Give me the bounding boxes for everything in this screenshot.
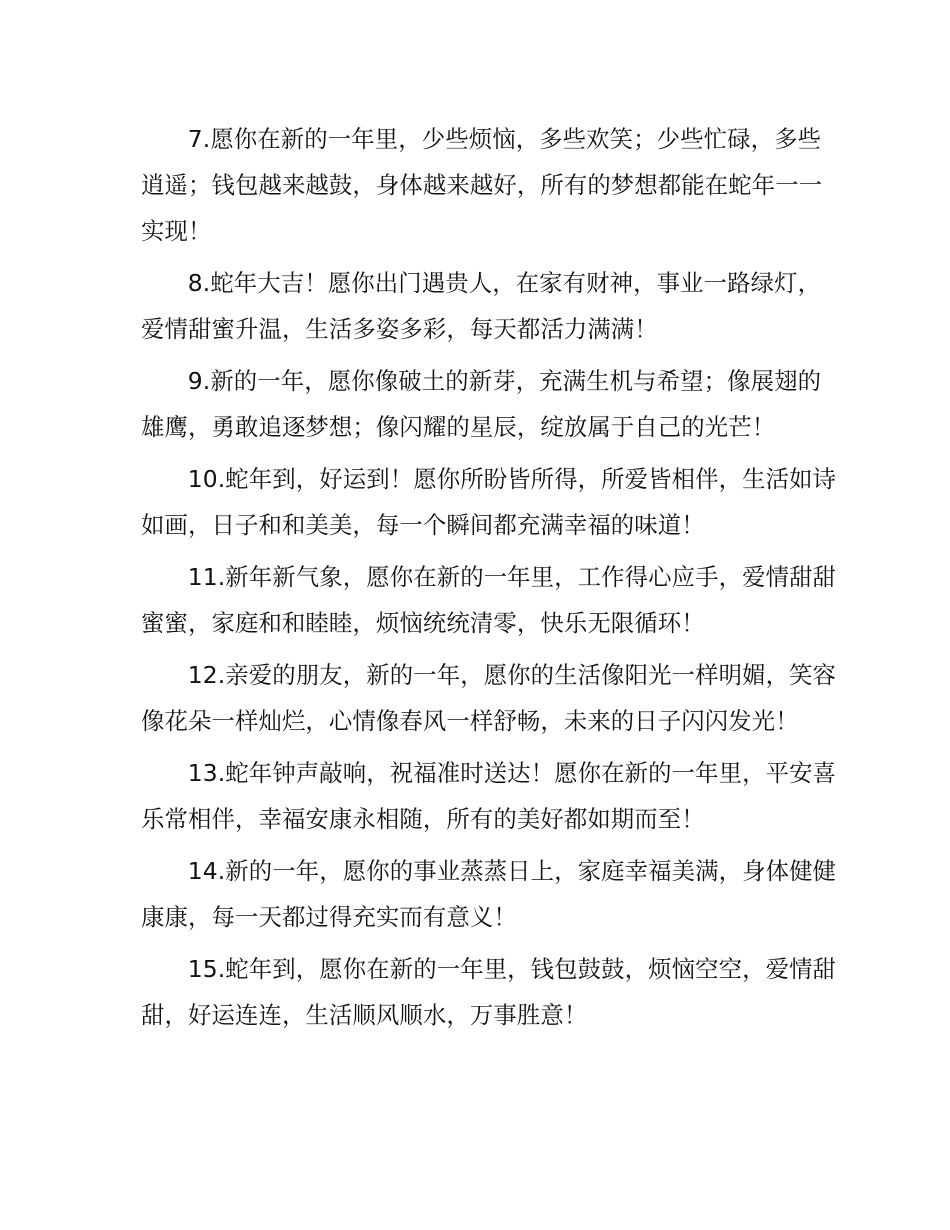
paragraph-9: 9.新的一年，愿你像破土的新芽，充满生机与希望；像展翅的雄鹰，勇敢追逐梦想；像闪耀的星辰，绽放属于自己的光芒！	[141, 367, 822, 441]
paragraph-8: 8.蛇年大吉！愿你出门遇贵人，在家有财神，事业一路绿灯，爱情甜蜜升温，生活多姿多彩，每天都活力满满！	[141, 269, 822, 343]
paragraph-11: 11.新年新气象，愿你在新的一年里，工作得心应手，爱情甜甜蜜蜜，家庭和和睦睦，烦恼统统清零，快乐无限循环！	[141, 563, 837, 637]
paragraph-10: 10.蛇年到，好运到！愿你所盼皆所得，所爱皆相伴，生活如诗如画，日子和和美美，每一个瞬间都充满幸福的味道！	[141, 465, 837, 539]
document-body	[141, 116, 841, 1044]
paragraph-12: 12.亲爱的朋友，新的一年，愿你的生活像阳光一样明媚，笑容像花朵一样灿烂，心情像春风一样舒畅，未来的日子闪闪发光！	[141, 661, 837, 735]
paragraph-13: 13.蛇年钟声敲响，祝福准时送达！愿你在新的一年里，平安喜乐常相伴，幸福安康永相随，所有的美好都如期而至！	[141, 759, 837, 833]
paragraph-7: 7.愿你在新的一年里，少些烦恼，多些欢笑；少些忙碌，多些逍遥；钱包越来越鼓，身体越来越好，所有的梦想都能在蛇年一一实现！	[141, 125, 823, 245]
paragraph-14: 14.新的一年，愿你的事业蒸蒸日上，家庭幸福美满，身体健健康康，每一天都过得充实而有意义！	[141, 857, 837, 931]
paragraph-15: 15.蛇年到，愿你在新的一年里，钱包鼓鼓，烦恼空空，爱情甜甜，好运连连，生活顺风顺水，万事胜意！	[141, 955, 837, 1029]
